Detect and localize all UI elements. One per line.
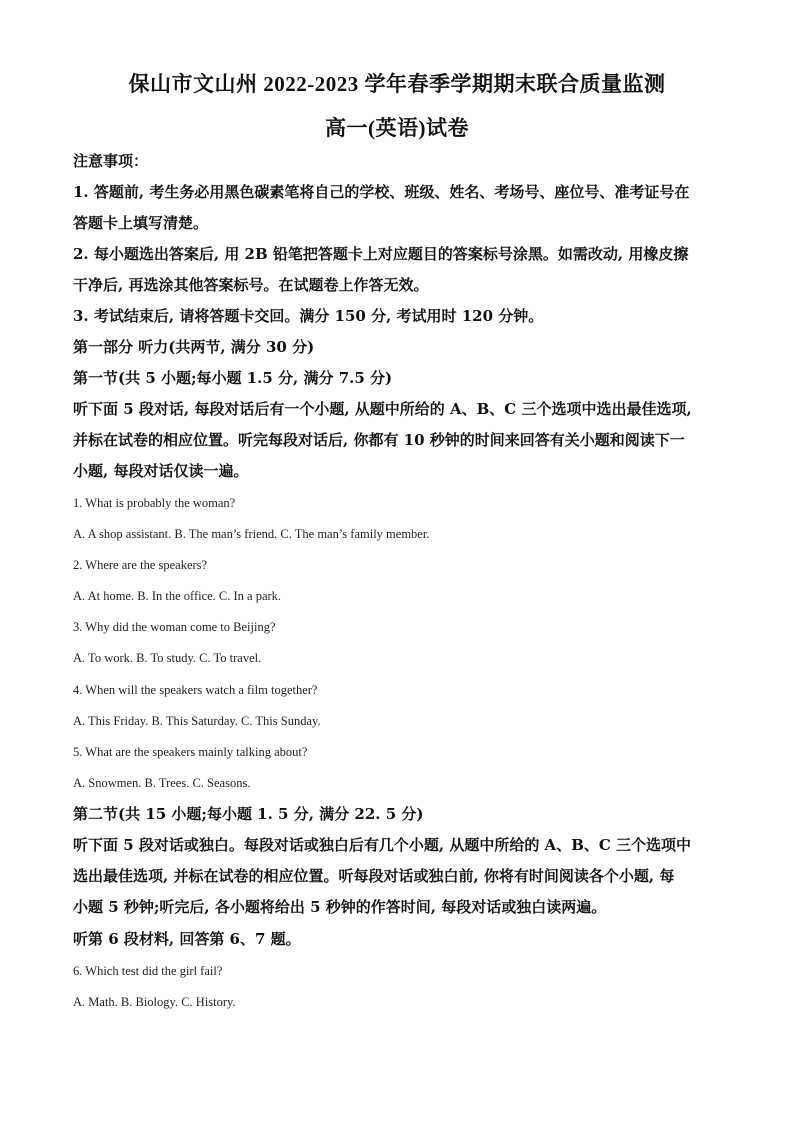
note-item-3: 3. 考试结束后, 请将答题卡交回。满分 150 分, 考试用时 120 分钟。 bbox=[73, 307, 544, 325]
question-5: 5. What are the speakers mainly talking about? bbox=[73, 745, 308, 759]
question-4: 4. When will the speakers watch a film together? bbox=[73, 683, 318, 697]
notes-heading: 注意事项： bbox=[73, 152, 149, 170]
question-4-options: A. This Friday. B. This Saturday. C. This Sunday. bbox=[73, 714, 321, 728]
question-1-options: A. A shop assistant. B. The man’s friend. C. The man’s family member. bbox=[73, 527, 430, 541]
question-2-options: A. At home. B. In the office. C. In a park. bbox=[73, 589, 282, 603]
note-item-1 bbox=[73, 177, 733, 239]
section2-instructions bbox=[73, 830, 733, 923]
section1-instructions-line-2: 并标在试卷的相应位置。听完每段对话后, 你都有 10 秒钟的时间来回答有关小题和阅读下一 bbox=[73, 431, 685, 449]
section1-heading: 第一节(共 5 小题;每小题 1.5 分, 满分 7.5 分) bbox=[73, 369, 393, 387]
note-item-2-line-2: 干净后, 再选涂其他答案标号。在试题卷上作答无效。 bbox=[73, 276, 429, 294]
question-3: 3. Why did the woman come to Beijing? bbox=[73, 620, 276, 634]
note-item-1-line-2: 答题卡上填写清楚。 bbox=[73, 214, 209, 232]
part1-heading: 第一部分 听力(共两节, 满分 30 分) bbox=[73, 338, 315, 356]
note-item-2 bbox=[73, 239, 733, 301]
question-6-options: A. Math. B. Biology. C. History. bbox=[73, 995, 236, 1009]
exam-subtitle: 高一(英语)试卷 bbox=[325, 116, 469, 140]
section1-instructions-line-1: 听下面 5 段对话, 每段对话后有一个小题, 从题中所给的 A、B、C 三个选项中选出最佳选项, bbox=[73, 400, 692, 418]
section2-instructions-line-3: 小题 5 秒钟;听完后, 各小题将给出 5 秒钟的作答时间, 每段对话或独白读两遍。 bbox=[73, 898, 607, 916]
section2-instructions-line-1: 听下面 5 段对话或独白。每段对话或独白后有几个小题, 从题中所给的 A、B、C 三个选项中 bbox=[73, 836, 692, 854]
note-item-1-line-1: 1. 答题前, 考生务必用黑色碳素笔将自己的学校、班级、姓名、考场号、座位号、准考证号在 bbox=[73, 183, 690, 201]
question-3-options: A. To work. B. To study. C. To travel. bbox=[73, 651, 262, 665]
question-6: 6. Which test did the girl fail? bbox=[73, 964, 223, 978]
section1-instructions-line-3: 小题, 每段对话仅读一遍。 bbox=[73, 462, 249, 480]
question-2: 2. Where are the speakers? bbox=[73, 558, 208, 572]
question-5-options: A. Snowmen. B. Trees. C. Seasons. bbox=[73, 776, 251, 790]
note-item-2-line-1: 2. 每小题选出答案后, 用 2B 铅笔把答题卡上对应题目的答案标号涂黑。如需改动, 用橡皮擦 bbox=[73, 245, 689, 263]
material-6-instruction: 听第 6 段材料, 回答第 6、7 题。 bbox=[73, 930, 301, 948]
question-1: 1. What is probably the woman? bbox=[73, 496, 236, 510]
section2-heading: 第二节(共 15 小题;每小题 1. 5 分, 满分 22. 5 分) bbox=[73, 805, 424, 823]
section1-instructions bbox=[73, 394, 733, 487]
exam-title: 保山市文山州 2022-2023 学年春季学期期末联合质量监测 bbox=[128, 72, 666, 96]
section2-instructions-line-2: 选出最佳选项, 并标在试卷的相应位置。听每段对话或独白前, 你将有时间阅读各个小题, 每 bbox=[73, 867, 675, 885]
